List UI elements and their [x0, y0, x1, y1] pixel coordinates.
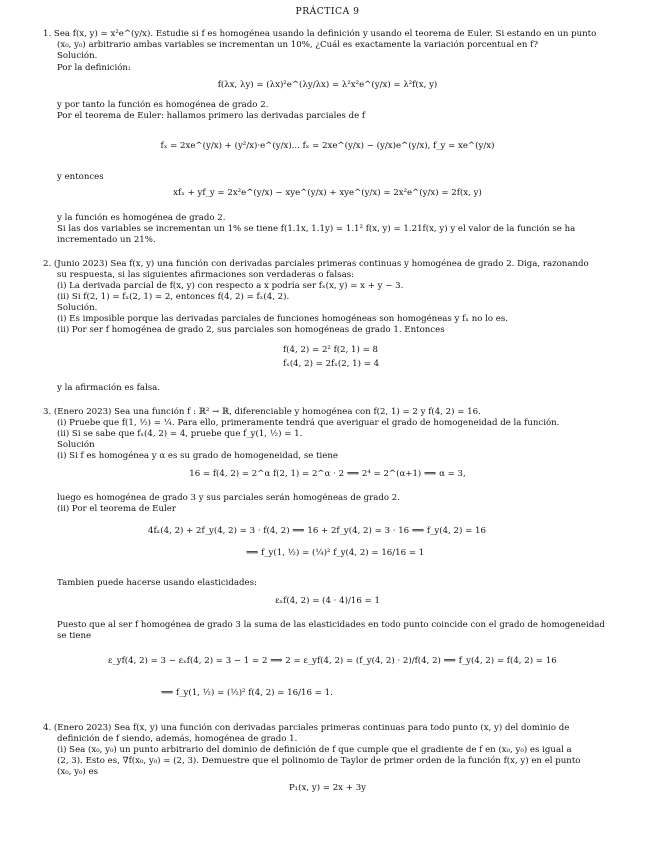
text-line-p1_i: y entonces: [57, 172, 104, 182]
text-line-p4_e: (x₀, y₀) es: [57, 767, 98, 777]
page-title: PRÁCTICA 9: [295, 6, 360, 17]
text-line-p2_i: fₓ(4, 2) = 2fₓ(2, 1) = 4: [283, 359, 380, 369]
text-line-p1_e: f(λx, λy) = (λx)²e^(λy/λx) = λ²x²e^(y/x) = λ²f(x, y): [217, 80, 438, 90]
text-line-p1_a: 1. Sea f(x, y) = x²e^(y/x). Estudie si f es homogénea usando la definición y usando el teorema de Euler. Si estando en un punto: [43, 29, 597, 39]
text-line-p4_d: (2, 3). Esto es, ∇f(x₀, y₀) = (2, 3). Demuestre que el polinomio de Taylor de primer orden de la función f(x, y) en el punto: [57, 756, 581, 766]
text-line-p2_f: (i) Es imposible porque las derivadas parciales de funciones homogéneas son homogéneas y fₓ no lo es.: [57, 314, 509, 324]
text-line-p3_l: εₓf(4, 2) = (4 · 4)/16 = 1: [275, 596, 380, 606]
text-line-p3_c: (ii) Si se sabe que fₓ(4, 2) = 4, pruebe que f_y(1, ½) = 1.: [57, 429, 303, 439]
text-line-p3_k: Tambien puede hacerse usando elasticidades:: [57, 578, 257, 588]
text-line-p2_a: 2. (Junio 2023) Sea f(x, y) una función con derivadas parciales primeras continuas y homogénea de grado 2. Diga, razonando: [43, 259, 589, 269]
text-line-p3_b: (i) Pruebe que f(1, ½) = ¼. Para ello, primeramente tendrá que averiguar el grado de homogeneidad de la función.: [57, 418, 560, 428]
text-line-p3_e: (i) Si f es homogénea y α es su grado de homogeneidad, se tiene: [57, 451, 338, 461]
text-line-p1_m: incrementado un 21%.: [57, 235, 156, 245]
text-line-p4_f: P₁(x, y) = 2x + 3y: [288, 783, 367, 793]
text-line-p2_d: (ii) Si f(2, 1) = fₓ(2, 1) = 2, entonces f(4, 2) = fₓ(4, 2).: [57, 292, 290, 302]
text-line-p3_f: 16 = f(4, 2) = 2^α f(2, 1) = 2^α · 2 ⟹ 2⁴ = 2^(α+1) ⟹ α = 3,: [189, 469, 466, 479]
text-line-p3_g: luego es homogénea de grado 3 y sus parciales serán homogéneas de grado 2.: [57, 493, 400, 503]
text-line-p2_c: (i) La derivada parcial de f(x, y) con respecto a x podría ser fₓ(x, y) = x + y − 3.: [57, 281, 404, 291]
text-line-p1_l: Si las dos variables se incrementan un 1% se tiene f(1.1x, 1.1y) = 1.1² f(x, y) = 1.21f(x, y) y el valor de la función se ha: [57, 224, 576, 234]
text-line-p2_h: f(4, 2) = 2² f(2, 1) = 8: [283, 345, 379, 355]
text-line-p4_c: (i) Sea (x₀, y₀) un punto arbitrario del dominio de definición de f que cumple que el gradiente de f en (x₀, y₀) es igual a: [57, 745, 572, 755]
text-line-p2_g: (ii) Por ser f homogénea de grado 2, sus parciales son homogéneas de grado 1. Entonces: [57, 325, 445, 335]
text-line-p3_o: ε_yf(4, 2) = 3 − εₓf(4, 2) = 3 − 1 = 2 ⟹ 2 = ε_yf(4, 2) = (f_y(4, 2) · 2)/f(4, 2) ⟹ f_y(4, 2) = f(4, 2) = 16: [108, 656, 557, 666]
text-line-p1_c: Solución.: [57, 51, 98, 61]
text-line-p3_m: Puesto que al ser f homogénea de grado 3 la suma de las elasticidades en todo punto coincide con el grado de homogeneidad: [57, 620, 605, 630]
text-line-p3_a: 3. (Enero 2023) Sea una función f : ℝ² → ℝ, diferenciable y homogénea con f(2, 1) = 2 y f(4, 2) = 16.: [43, 407, 481, 417]
text-line-p3_p: ⟹ f_y(1, ½) = (½)² f(4, 2) = 16/16 = 1.: [161, 688, 333, 698]
text-line-p1_d: Por la definición:: [57, 63, 131, 73]
text-line-p2_j: y la afirmación es falsa.: [57, 383, 160, 393]
text-line-p1_f: y por tanto la función es homogénea de grado 2.: [57, 100, 269, 110]
text-line-p3_d: Solución: [57, 440, 95, 450]
text-line-p2_b: su respuesta, si las siguientes afirmaciones son verdaderas o falsas:: [57, 270, 355, 280]
text-line-p4_b: definición de f siendo, además, homogénea de grado 1.: [57, 734, 298, 744]
text-line-p4_a: 4. (Enero 2023) Sea f(x, y) una función con derivadas parciales primeras continuas para todo punto (x, y) del dominio de: [43, 723, 570, 733]
text-line-p2_e: Solución.: [57, 303, 98, 313]
text-line-p1_g: Por el teorema de Euler: hallamos primero las derivadas parciales de f: [57, 111, 366, 121]
text-line-p1_j: xfₓ + yf_y = 2x²e^(y/x) − xye^(y/x) + xye^(y/x) = 2x²e^(y/x) = 2f(x, y): [173, 188, 482, 198]
text-line-p3_i: 4fₓ(4, 2) + 2f_y(4, 2) = 3 · f(4, 2) ⟹ 16 + 2f_y(4, 2) = 3 · 16 ⟹ f_y(4, 2) = 16: [148, 526, 486, 536]
text-line-p1_h: fₓ = 2xe^(y/x) + (y²/x)·e^(y/x)... fₓ = 2xe^(y/x) − (y/x)e^(y/x), f_y = xe^(y/x): [160, 141, 495, 151]
text-line-p3_j: ⟹ f_y(1, ½) = (¼)² f_y(4, 2) = 16/16 = 1: [246, 548, 425, 558]
text-line-p1_k: y la función es homogénea de grado 2.: [57, 213, 226, 223]
text-line-p3_n: se tiene: [57, 631, 92, 641]
text-line-p3_h: (ii) Por el teorema de Euler: [57, 504, 176, 514]
text-line-p1_b: (x₀, y₀) arbitrario ambas variables se incrementan un 10%, ¿Cuál es exactamente la variación porcentual en f?: [57, 40, 538, 50]
